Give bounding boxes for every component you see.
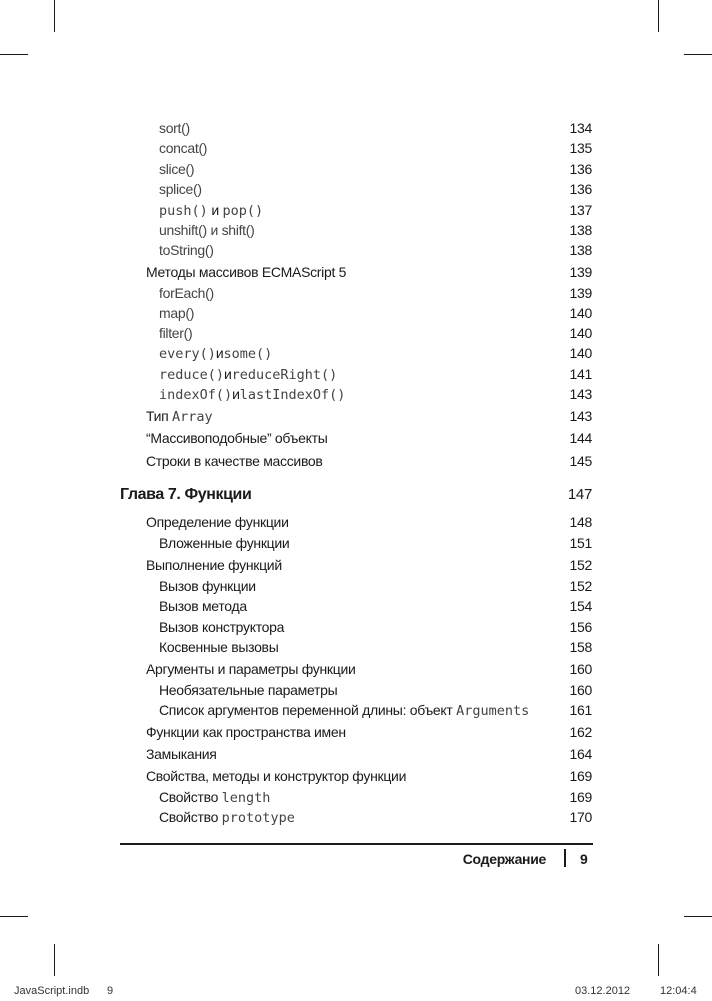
toc-entry-code: length bbox=[221, 790, 271, 806]
toc-entry-page: 160 bbox=[569, 661, 592, 677]
toc-entry bbox=[0, 343, 712, 363]
toc-entry-page: 136 bbox=[569, 161, 592, 177]
toc-entry bbox=[0, 637, 712, 657]
toc-entry-page: 169 bbox=[569, 789, 592, 805]
toc-entry bbox=[0, 766, 712, 786]
toc-entry-page: 148 bbox=[569, 514, 592, 530]
toc-entry-text: Косвенные вызовы bbox=[159, 639, 279, 655]
toc-entry-page: 139 bbox=[569, 285, 592, 301]
toc-entry-code: splice() bbox=[159, 181, 202, 197]
toc-entry-page: 147 bbox=[567, 486, 592, 503]
toc-entry-code: Arguments bbox=[456, 703, 530, 719]
slug-time: 12:04:4 bbox=[660, 985, 697, 997]
toc-entry bbox=[0, 283, 712, 303]
toc-entry-label: Свойство bbox=[159, 789, 222, 805]
toc-entry-text bbox=[159, 700, 529, 721]
toc-entry-label: Тип bbox=[146, 408, 173, 424]
slug-filename: JavaScript.indb bbox=[14, 985, 90, 997]
toc-entry-text: Вложенные функции bbox=[159, 535, 290, 551]
toc-entry-code: map() bbox=[159, 305, 195, 321]
toc-entry-code: some() bbox=[223, 346, 273, 362]
toc-entry-conjunction: и bbox=[232, 386, 240, 402]
toc-entry bbox=[0, 807, 712, 827]
toc-entry-text: Необязательные параметры bbox=[159, 682, 338, 698]
toc-entry-page: 170 bbox=[569, 809, 592, 825]
toc-entry-label: Список аргументов переменной длины: объект bbox=[159, 702, 457, 718]
slug-page: 9 bbox=[107, 985, 114, 997]
toc-entry bbox=[0, 512, 712, 532]
toc-entry-text bbox=[159, 787, 270, 808]
toc-entry-page: 140 bbox=[569, 305, 592, 321]
toc-entry-text: Вызов конструктора bbox=[159, 619, 285, 635]
toc-entry-page: 154 bbox=[569, 598, 592, 614]
toc-entry-code: every() bbox=[159, 346, 216, 362]
toc-entry bbox=[0, 617, 712, 637]
toc-entry-text: Вызов метода bbox=[159, 598, 247, 614]
toc-entry bbox=[0, 659, 712, 679]
toc-entry-text: Выполнение функций bbox=[146, 557, 282, 573]
toc-entry-code: indexOf() bbox=[159, 387, 233, 403]
toc-entry-text: Функции как пространства имен bbox=[146, 724, 346, 740]
toc-entry bbox=[0, 179, 712, 199]
toc-entry-page: 140 bbox=[569, 325, 592, 341]
toc-entry-page: 152 bbox=[569, 578, 592, 594]
toc-entry-label: Свойство bbox=[159, 809, 222, 825]
toc-entry bbox=[0, 576, 712, 596]
slug-date: 03.12.2012 bbox=[575, 985, 631, 997]
toc-entry-page: 162 bbox=[569, 724, 592, 740]
toc-entry-code: Array bbox=[172, 409, 213, 425]
toc-entry-text: “Массивоподобные” объекты bbox=[146, 430, 328, 446]
toc-entry-text: Аргументы и параметры функции bbox=[146, 661, 356, 677]
toc-entry-text: Методы массивов ECMAScript 5 bbox=[146, 264, 347, 280]
toc-entry-page: 152 bbox=[569, 557, 592, 573]
toc-entry bbox=[0, 700, 712, 720]
toc-entry-code: sort() bbox=[159, 120, 190, 136]
toc-entry bbox=[0, 118, 712, 138]
toc-entry-text bbox=[159, 343, 272, 364]
toc-entry-code: reduce() bbox=[159, 367, 225, 383]
toc-entry-text bbox=[159, 364, 337, 385]
toc-entry bbox=[0, 787, 712, 807]
toc-entry-code: toString() bbox=[159, 242, 214, 258]
toc-entry bbox=[0, 159, 712, 179]
toc-entry-code: push() bbox=[159, 203, 208, 219]
toc-entry-page: 138 bbox=[569, 242, 592, 258]
toc-entry-text: Строки в качестве массивов bbox=[146, 453, 323, 469]
toc-entry-code: lastIndexOf() bbox=[239, 387, 346, 403]
toc-entry-page: 140 bbox=[569, 345, 592, 361]
footer-separator bbox=[564, 849, 566, 867]
toc-entry bbox=[0, 680, 712, 700]
toc-entry-page: 136 bbox=[569, 181, 592, 197]
footer-rule bbox=[120, 843, 593, 845]
page-number: 9 bbox=[580, 851, 588, 867]
toc-entry-page: 158 bbox=[569, 639, 592, 655]
toc-entry bbox=[0, 451, 712, 471]
toc-entry-page: 139 bbox=[569, 264, 592, 280]
toc-entry-code: slice() bbox=[159, 161, 195, 177]
toc-entry-text: Определение функции bbox=[146, 514, 289, 530]
toc-entry-text bbox=[159, 807, 295, 828]
toc-entry bbox=[0, 406, 712, 426]
toc-entry bbox=[0, 596, 712, 616]
toc-entry-code: pop() bbox=[222, 203, 264, 219]
toc-entry-page: 143 bbox=[569, 408, 592, 424]
toc-entry-text: Замыкания bbox=[146, 746, 217, 762]
toc-entry bbox=[0, 364, 712, 384]
toc-entry-page: 156 bbox=[569, 619, 592, 635]
toc-entry-code: prototype bbox=[221, 810, 295, 826]
toc-entry-conjunction: и bbox=[215, 345, 224, 361]
toc-entry-code: concat() bbox=[159, 140, 208, 156]
toc-entry-conjunction: и bbox=[207, 202, 223, 218]
toc-entry-conjunction: и bbox=[224, 366, 232, 382]
toc-entry bbox=[0, 533, 712, 553]
toc-entry-page: 134 bbox=[569, 120, 592, 136]
toc-entry bbox=[0, 555, 712, 575]
toc-entry bbox=[0, 138, 712, 158]
toc-entry bbox=[0, 428, 712, 448]
toc-chapter-heading bbox=[0, 485, 712, 505]
toc-entry-page: 143 bbox=[569, 386, 592, 402]
toc-entry-code: filter() bbox=[159, 325, 193, 341]
toc-entry bbox=[0, 323, 712, 343]
toc-entry-text bbox=[159, 384, 345, 405]
toc-entry-page: 169 bbox=[569, 768, 592, 784]
toc-entry-page: 138 bbox=[569, 222, 592, 238]
toc-entry bbox=[0, 200, 712, 220]
toc-entry-page: 135 bbox=[569, 140, 592, 156]
toc-entry bbox=[0, 240, 712, 260]
toc-entry-page: 144 bbox=[569, 430, 592, 446]
chapter-title: Глава 7. Функции bbox=[120, 486, 252, 503]
toc-entry-code: reduceRight() bbox=[231, 367, 338, 383]
toc-entry bbox=[0, 262, 712, 282]
toc-entry-text: Вызов функции bbox=[159, 578, 256, 594]
toc-entry bbox=[0, 303, 712, 323]
toc-entry bbox=[0, 744, 712, 764]
running-footer-title: Содержание bbox=[462, 851, 546, 867]
toc-entry-code: unshift() и shift() bbox=[159, 222, 255, 238]
toc-entry bbox=[0, 220, 712, 240]
toc-entry-page: 161 bbox=[569, 702, 592, 718]
toc-entry-page: 145 bbox=[569, 453, 592, 469]
toc-entry-page: 160 bbox=[569, 682, 592, 698]
toc-entry-text: Свойства, методы и конструктор функции bbox=[146, 768, 407, 784]
toc-entry-code: forEach() bbox=[159, 285, 214, 301]
toc-entry-page: 164 bbox=[569, 746, 592, 762]
toc-entry bbox=[0, 722, 712, 742]
toc-entry-page: 151 bbox=[569, 535, 592, 551]
toc-entry-page: 137 bbox=[569, 202, 592, 218]
toc-entry bbox=[0, 384, 712, 404]
toc-entry-page: 141 bbox=[569, 366, 592, 382]
toc-entry-text bbox=[146, 406, 213, 427]
toc-entry-text bbox=[159, 200, 263, 221]
